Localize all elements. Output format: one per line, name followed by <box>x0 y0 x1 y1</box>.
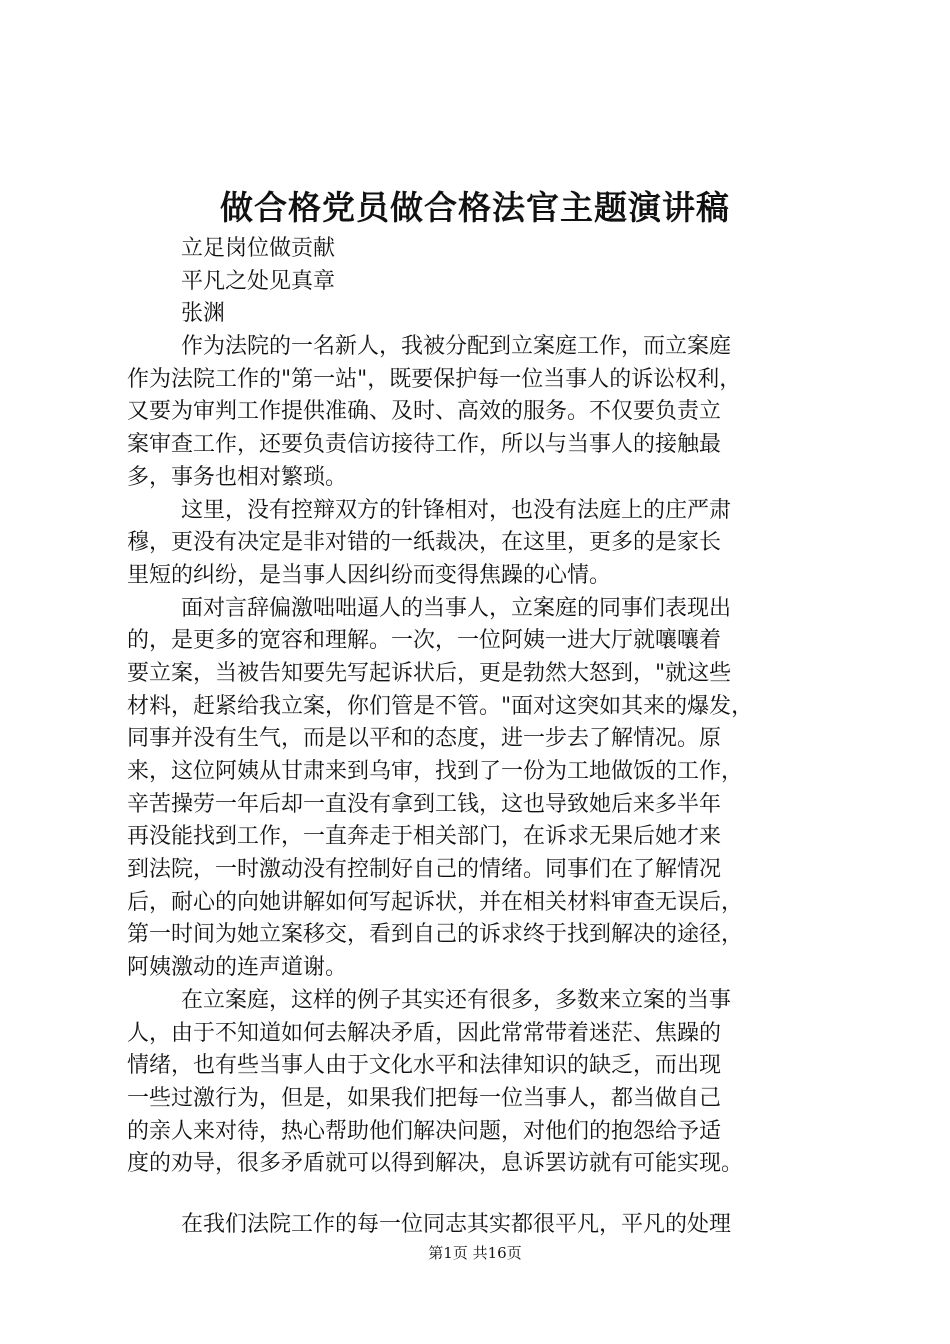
paragraph-line: 多，事务也相对繁琐。 <box>127 464 348 490</box>
subtitle-line-2: 平凡之处见真章 <box>181 268 336 294</box>
author-line: 张渊 <box>181 301 226 327</box>
paragraph-line: 里短的纠纷，是当事人因纠纷而变得焦躁的心情。 <box>127 562 612 588</box>
paragraph-line: 情绪，也有些当事人由于文化水平和法律知识的缺乏，而出现 <box>127 1053 722 1079</box>
paragraph-line: 案审查工作，还要负责信访接待工作，所以与当事人的接触最 <box>127 432 722 458</box>
paragraph-spacer <box>127 1181 847 1209</box>
paragraph-line: 又要为审判工作提供准确、及时、高效的服务。不仅要负责立 <box>127 399 722 425</box>
paragraph-line: 的，是更多的宽容和理解。一次，一位阿姨一进大厅就嚷嚷着 <box>127 628 722 654</box>
paragraph-line: 来，这位阿姨从甘肃来到乌审，找到了一份为工地做饭的工作， <box>127 759 744 784</box>
paragraph-line: 辛苦操劳一年后却一直没有拿到工钱，这也导致她后来多半年 <box>127 791 722 817</box>
subtitle-line-1: 立足岗位做贡献 <box>181 236 336 261</box>
paragraph-line: 在立案庭，这样的例子其实还有很多，多数来立案的当事 <box>181 987 732 1013</box>
paragraph-line: 第一时间为她立案移交，看到自己的诉求终于找到解决的途径， <box>127 922 744 948</box>
paragraph-line: 人，由于不知道如何去解决矛盾，因此常常带着迷茫、焦躁的 <box>127 1020 722 1046</box>
page-number: 第1页 共16页 <box>428 1244 522 1262</box>
paragraph-line: 后，耐心的向她讲解如何写起诉状，并在相关材料审查无误后， <box>127 889 744 915</box>
paragraph-line: 这里，没有控辩双方的针锋相对，也没有法庭上的庄严肃 <box>181 497 732 523</box>
paragraph-line: 材料，赶紧给我立案，你们管是不管。"面对这突如其来的爆发， <box>127 693 754 719</box>
paragraph-line: 度的劝导，很多矛盾就可以得到解决，息诉罢访就有可能实现。 <box>127 1151 744 1177</box>
paragraph-line: 面对言辞偏激咄咄逼人的当事人，立案庭的同事们表现出 <box>181 595 732 621</box>
paragraph-line: 到法院，一时激动没有控制好自己的情绪。同事们在了解情况 <box>127 857 722 883</box>
paragraph-line: 在我们法院工作的每一位同志其实都很平凡，平凡的处理 <box>181 1211 732 1237</box>
paragraph-line: 穆，更没有决定是非对错的一纸裁决，在这里，更多的是家长 <box>127 530 722 556</box>
paragraph-line: 作为法院的一名新人，我被分配到立案庭工作，而立案庭 <box>181 334 732 360</box>
paragraph-line: 再没能找到工作，一直奔走于相关部门，在诉求无果后她才来 <box>127 824 722 850</box>
paragraph-line: 一些过激行为，但是，如果我们把每一位当事人，都当做自己 <box>127 1085 722 1111</box>
document-body <box>127 233 847 1242</box>
paragraph-line: 阿姨激动的连声道谢。 <box>127 955 348 981</box>
paragraph-line: 同事并没有生气，而是以平和的态度，进一步去了解情况。原 <box>127 726 722 752</box>
document-title: 做合格党员做合格法官主题演讲稿 <box>220 188 730 227</box>
paragraph-line: 要立案，当被告知要先写起诉状后，更是勃然大怒到，"就这些 <box>127 660 732 686</box>
paragraph-line: 的亲人来对待，热心帮助他们解决问题，对他们的抱怨给予适 <box>127 1118 722 1144</box>
paragraph-line: 作为法院工作的"第一站"，既要保护每一位当事人的诉讼权利， <box>127 366 742 392</box>
